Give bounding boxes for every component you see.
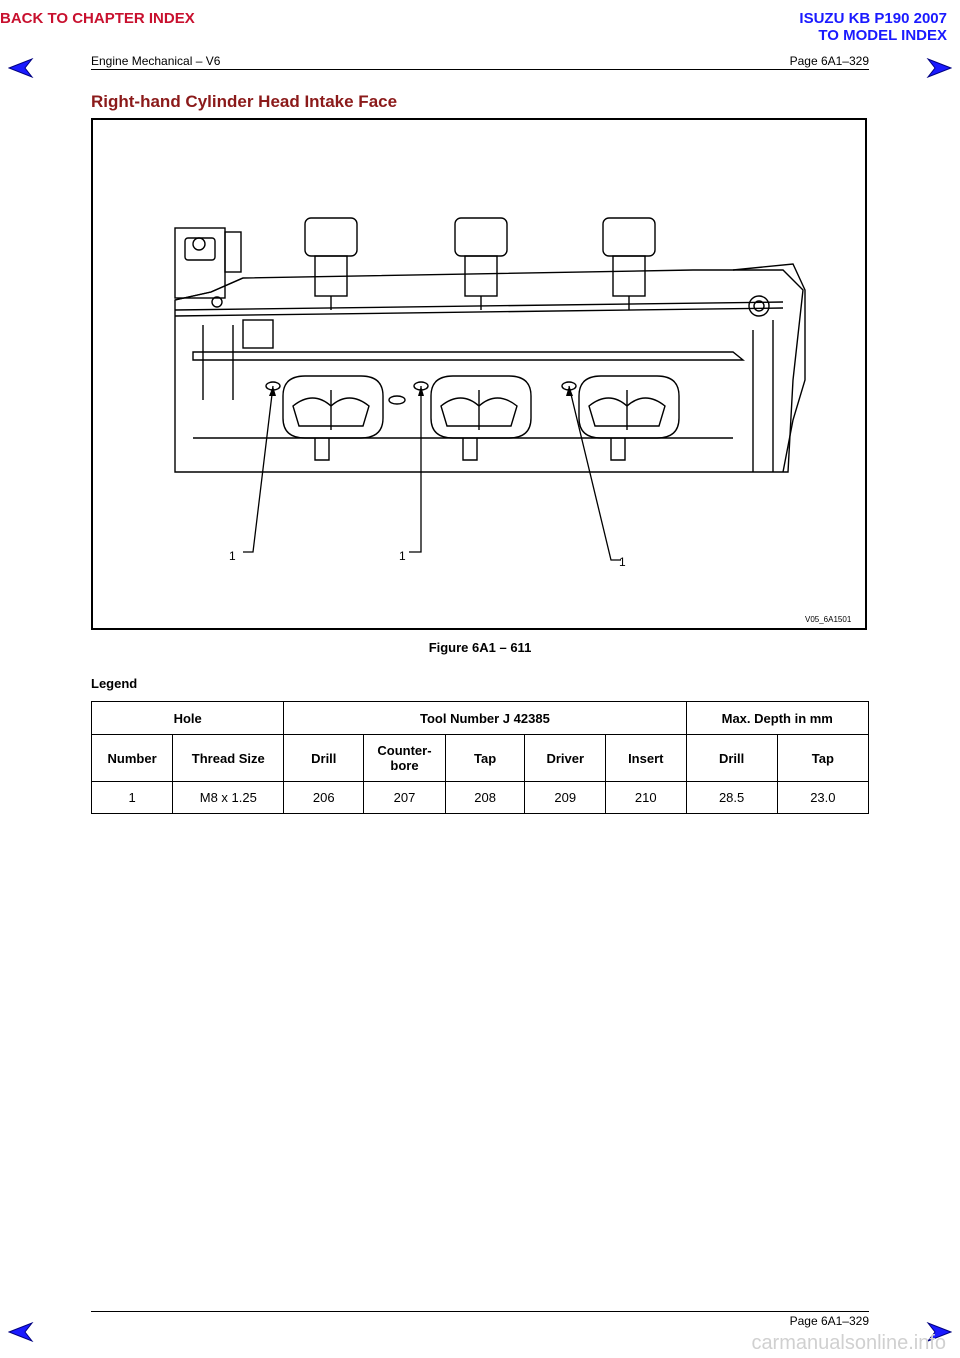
column-header: Thread Size (173, 735, 284, 782)
table-cell: 206 (284, 782, 364, 814)
header-rule (91, 69, 869, 70)
table-cell: 208 (445, 782, 525, 814)
column-header: Insert (606, 735, 686, 782)
table-cell: 28.5 (686, 782, 777, 814)
table-cell: 207 (364, 782, 446, 814)
legend-heading: Legend (91, 676, 138, 691)
table-cell: 1 (92, 782, 173, 814)
back-to-chapter-index-link[interactable]: BACK TO CHAPTER INDEX (0, 10, 195, 27)
to-model-index-label[interactable]: TO MODEL INDEX (818, 27, 947, 44)
previous-page-arrow-icon[interactable] (8, 1322, 34, 1342)
footer-page-number: Page 6A1–329 (789, 1314, 869, 1328)
table-column-header-row (92, 735, 869, 782)
column-header: Counter- bore (364, 735, 446, 782)
column-header: Number (92, 735, 173, 782)
table-cell: 210 (606, 782, 686, 814)
cylinder-head-illustration (93, 120, 865, 628)
figure-caption: Figure 6A1 – 611 (428, 640, 532, 655)
section-title: Engine Mechanical – V6 (91, 54, 221, 68)
model-index-link[interactable] (799, 10, 947, 44)
column-header: Drill (686, 735, 777, 782)
next-page-arrow-icon[interactable] (926, 58, 952, 78)
group-header-tool-number: Tool Number J 42385 (284, 702, 686, 735)
table-cell: 23.0 (777, 782, 868, 814)
table-row (92, 782, 869, 814)
callout-label: 1 (229, 549, 236, 563)
column-header: Tap (445, 735, 525, 782)
figure-code: V05_6A1501 (805, 615, 852, 624)
previous-page-arrow-icon[interactable] (8, 58, 34, 78)
column-header: Driver (525, 735, 606, 782)
model-title: ISUZU KB P190 2007 (799, 10, 947, 27)
column-header: Tap (777, 735, 868, 782)
callout-label: 1 (399, 549, 406, 563)
table-cell: M8 x 1.25 (173, 782, 284, 814)
figure-frame (91, 118, 867, 630)
group-header-hole: Hole (92, 702, 284, 735)
header-page-number: Page 6A1–329 (789, 54, 869, 68)
footer-rule (91, 1311, 869, 1312)
page-title: Right-hand Cylinder Head Intake Face (91, 92, 398, 111)
callout-label: 1 (619, 555, 626, 569)
table-cell: 209 (525, 782, 606, 814)
column-header: Drill (284, 735, 364, 782)
group-header-max-depth: Max. Depth in mm (686, 702, 869, 735)
tool-spec-table (91, 701, 869, 814)
watermark: carmanualsonline.info (751, 1332, 946, 1354)
table-group-header-row (92, 702, 869, 735)
